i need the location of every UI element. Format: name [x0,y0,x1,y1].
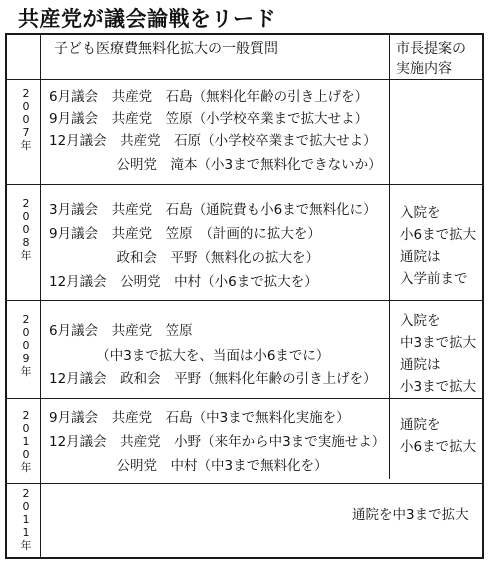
year-digit: 1 [22,513,30,526]
question-line: 12月議会 公明党 中村（小6まで拡大を） [49,274,318,290]
year-digit: 2 [22,487,30,500]
proposal-line: 入院を [400,205,441,221]
year-digit: 0 [22,100,30,113]
header-proposal-line2: 実施内容 [396,61,452,77]
header-proposal-line1: 市長提案の [396,41,466,57]
row-divider [7,184,482,185]
question-line: 9月議会 共産党 石島（中3まで無料化実施を） [49,410,350,426]
proposal-column-divider [389,35,390,479]
year-digit: 0 [22,113,30,126]
year-suffix: 年 [20,539,32,552]
year-suffix: 年 [20,249,32,262]
headline: 共産党が議会論戦をリード [18,7,276,31]
year-digit: 2 [22,197,30,210]
header-question-title: 子ども医療費無料化拡大の一般質問 [54,41,278,57]
question-line: 公明党 滝本（小3まで無料化できないか） [49,157,382,173]
year-digit: 2 [22,409,30,422]
proposal-line: 入学前まで [400,271,468,287]
year-digit: 2 [22,313,30,326]
header-proposal-title [396,39,466,79]
year-digit: 7 [22,126,30,139]
question-line: 6月議会 共産党 笠原 [49,323,193,339]
question-line: 12月議会 共産党 小野（来年から中3まで実施せよ） [49,434,386,450]
question-line: 公明党 中村（中3まで無料化を） [49,458,328,474]
proposal-line: 通院は [400,357,441,373]
year-digit: 0 [22,422,30,435]
question-line: （中3まで拡大を、当面は小6までに） [49,348,330,364]
question-line: 3月議会 共産党 石島（通院費も小6まで無料化に） [49,202,377,218]
year-label-2009 [15,313,37,378]
question-line: 9月議会 共産党 笠原 （計画的に拡大を） [49,226,321,242]
year-suffix: 年 [20,461,32,474]
year-label-2011 [15,487,37,552]
row-divider [7,398,482,399]
question-line: 9月議会 共産党 笠原（小学校卒業まで拡大せよ） [49,111,369,127]
year-digit: 0 [22,210,30,223]
year-suffix: 年 [20,365,32,378]
year-digit: 9 [22,352,30,365]
year-suffix: 年 [20,139,32,152]
year-digit: 2 [22,87,30,100]
question-line: 12月議会 政和会 平野（無料化年齢の引き上げを） [49,371,377,387]
proposal-line: 通院は [400,249,441,265]
row-divider [7,79,482,80]
year-digit: 0 [22,223,30,236]
proposal-line: 中3まで拡大 [400,335,477,351]
question-line: 12月議会 共産党 石原（小学校卒業まで拡大せよ） [49,133,377,149]
year-digit: 0 [22,339,30,352]
year-digit: 8 [22,236,30,249]
proposal-line: 小3まで拡大 [400,379,477,395]
proposal-line: 通院を [400,417,441,433]
row-divider [7,300,482,301]
proposal-line: 小6まで拡大 [400,439,477,455]
year-label-2008 [15,197,37,262]
question-line: 政和会 平野（無料化の拡大を） [49,250,319,266]
year-label-2007 [15,87,37,152]
year-digit: 0 [22,448,30,461]
year-digit: 1 [22,526,30,539]
year-label-2010 [15,409,37,474]
year-digit: 0 [22,500,30,513]
row-divider [7,483,482,484]
year-column-divider [40,35,41,557]
proposal-line: 小6まで拡大 [400,227,477,243]
year-digit: 1 [22,435,30,448]
year-digit: 0 [22,326,30,339]
debate-table [5,33,484,559]
question-line: 6月議会 共産党 石島（無料化年齢の引き上げを） [49,89,369,105]
proposal-line: 入院を [400,313,441,329]
final-note: 通院を中3まで拡大 [352,507,469,523]
